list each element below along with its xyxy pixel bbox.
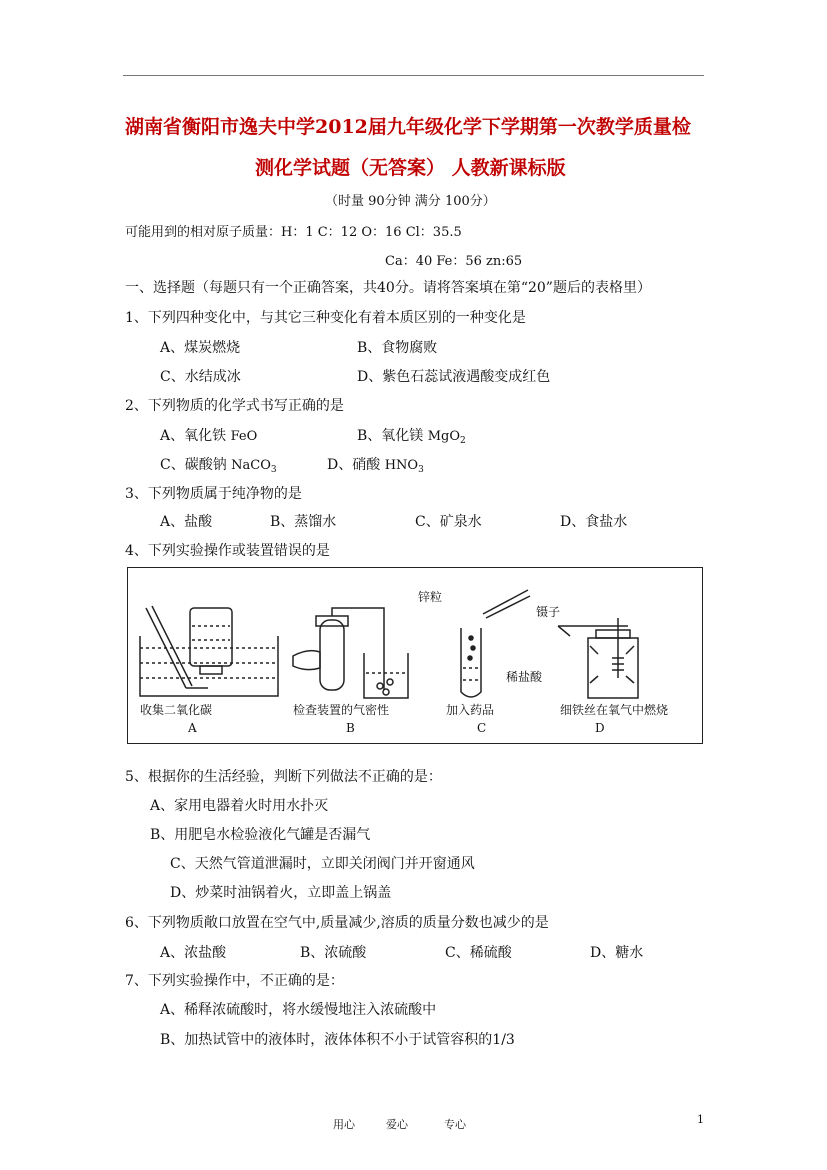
question-3-option-c: C、矿泉水	[415, 514, 482, 530]
atomic-mass-line2: Ca：40 Fe：56 zn:65	[385, 254, 523, 269]
footer-motto-2: 爱心	[386, 1118, 408, 1131]
question-1-option-d: D、紫色石蕊试液遇酸变成红色	[357, 369, 551, 385]
atomic-mass-line1: 可能用到的相对原子质量：H：1 C：12 O：16 Cl：35.5	[125, 225, 462, 240]
exam-time-info: （时量 90分钟 满分 100分）	[325, 194, 496, 209]
page-number: 1	[697, 1113, 704, 1126]
question-1-option-a: A、煤炭燃烧	[160, 340, 241, 356]
question-5-stem: 5、根据你的生活经验，判断下列做法不正确的是：	[125, 769, 442, 785]
question-1-option-c: C、水结成冰	[160, 369, 241, 385]
letter-a: A	[188, 721, 197, 735]
question-1-option-b: B、食物腐败	[357, 340, 438, 356]
section-heading: 一、选择题（每题只有一个正确答案，共40分。请将答案填在第“20”题后的表格里）	[125, 280, 651, 296]
question-6-option-a: A、浓盐酸	[160, 945, 227, 961]
question-7-option-a: A、稀释浓硫酸时，将水缓慢地注入浓硫酸中	[160, 1002, 437, 1018]
question-3-stem: 3、下列物质属于纯净物的是	[125, 486, 302, 502]
question-5-option-d: D、炒菜时油锅着火，立即盖上锅盖	[170, 885, 392, 901]
question-6-option-c: C、稀硫酸	[445, 945, 512, 961]
question-4-figure	[127, 567, 703, 744]
caption-d: 细铁丝在氧气中燃烧	[560, 703, 669, 717]
page-title-line1: 湖南省衡阳市逸夫中学2012届九年级化学下学期第一次教学质量检	[125, 116, 691, 138]
label-hydrochloric-acid: 稀盐酸	[506, 670, 543, 684]
question-6-stem: 6、下列物质敞口放置在空气中,质量减少,溶质的质量分数也减少的是	[125, 915, 549, 931]
question-3-option-a: A、盐酸	[160, 514, 213, 530]
question-2-option-d: D、硝酸 $HNO_3$	[327, 457, 424, 475]
caption-c: 加入药品	[446, 703, 495, 717]
question-2-option-a: A、氧化铁 FeO	[160, 428, 258, 444]
footer-motto-1: 用心	[333, 1118, 355, 1131]
question-2-stem: 2、下列物质的化学式书写正确的是	[125, 398, 344, 414]
question-2-option-c: C、碳酸钠 NaCO$_3$	[160, 457, 277, 475]
question-6-option-d: D、糖水	[590, 945, 644, 961]
caption-b: 检查装置的气密性	[293, 703, 390, 717]
label-zinc: 锌粒	[418, 590, 443, 604]
label-tweezers: 镊子	[536, 605, 561, 619]
question-5-option-a: A、家用电器着火时用水扑灭	[150, 798, 329, 814]
question-5-option-b: B、用肥皂水检验液化气罐是否漏气	[150, 827, 371, 843]
question-1-stem: 1、下列四种变化中，与其它三种变化有着本质区别的一种变化是	[125, 310, 526, 326]
apparatus-a	[140, 606, 278, 696]
question-2-option-b: B、氧化镁 MgO$_2$	[357, 428, 466, 446]
footer-motto-3: 专心	[444, 1118, 466, 1131]
question-6-option-b: B、浓硫酸	[300, 945, 367, 961]
question-5-option-c: C、天然气管道泄漏时，立即关闭阀门并开窗通风	[170, 856, 475, 872]
question-7-stem: 7、下列实验操作中，不正确的是：	[125, 973, 344, 989]
caption-a: 收集二氧化碳	[140, 703, 213, 717]
apparatus-b	[293, 608, 408, 698]
question-7-option-b: B、加热试管中的液体时，液体体积不小于试管容积的1/3	[160, 1032, 515, 1048]
page-title-line2: 测化学试题（无答案） 人教新课标版	[255, 157, 566, 179]
letter-c: C	[477, 721, 487, 735]
question-4-stem: 4、下列实验操作或装置错误的是	[125, 543, 330, 559]
apparatus-d	[558, 618, 638, 698]
question-3-option-d: D、食盐水	[560, 514, 628, 530]
question-3-option-b: B、蒸馏水	[270, 514, 337, 530]
letter-b: B	[346, 721, 355, 735]
letter-d: D	[595, 721, 605, 735]
header-rule	[123, 75, 704, 76]
